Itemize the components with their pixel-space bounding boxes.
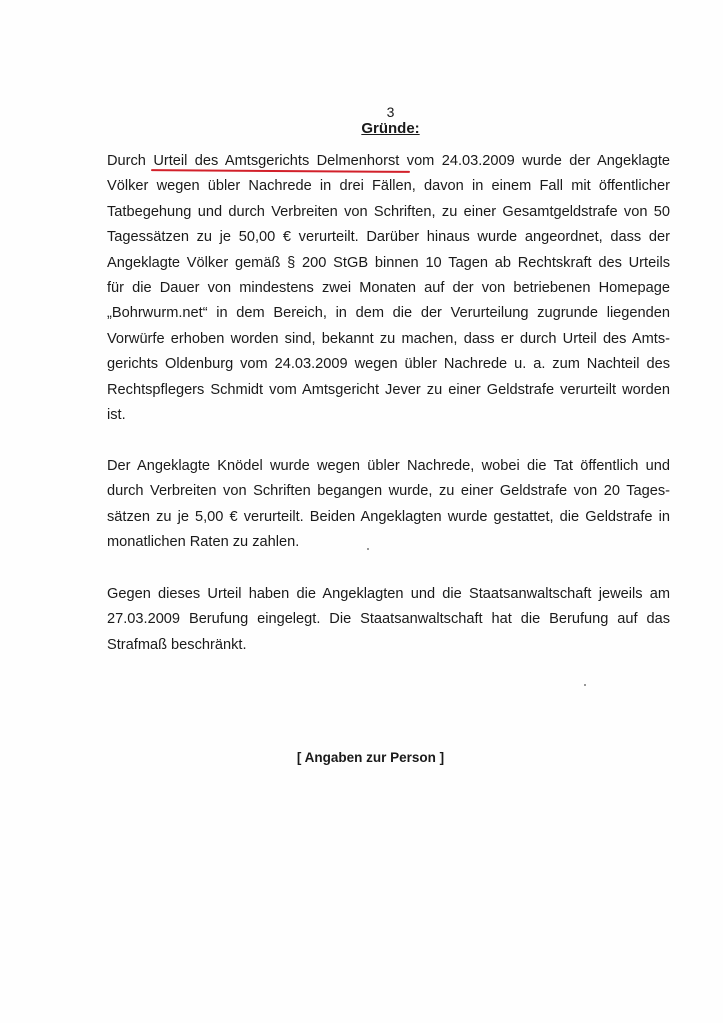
paragraph-line [107, 149, 670, 174]
paragraph-line: „Bohrwurm.net“ in dem Bereich, in dem die der Verurteilung zugrunde liegenden [107, 305, 670, 322]
paragraph-line: Der Angeklagte Knödel wurde wegen übler Nachrede, wobei die Tat öffentlich und [107, 458, 670, 474]
paragraph-line: Strafmaß beschränkt. [107, 636, 247, 653]
paragraph-line: Tagessätzen zu je 50,00 € verurteilt. Darüber hinaus wurde angeordnet, dass der [107, 229, 670, 246]
paragraph-line: monatlichen Raten zu zahlen. [107, 534, 300, 551]
line-rest-text: vom 24.03.2009 wurde der Angeklagte [406, 153, 671, 169]
paragraph-line: Tatbegehung und durch Verbreiten von Schriften, zu einer Gesamtgeldstrafe von 50 [107, 203, 670, 220]
paragraph-line: Rechtspflegers Schmidt vom Amtsgericht Jever zu einer Geldstrafe verurteilt worden [107, 381, 670, 398]
line-start-text: Durch [107, 153, 154, 169]
scan-speck [367, 548, 369, 550]
paragraph-verdict-first-instance [107, 149, 670, 428]
highlighted-court-reference [153, 153, 406, 169]
red-pen-underline [151, 169, 410, 173]
section-heading: Gründe: [361, 120, 420, 137]
paragraph-line: durch Verbreiten von Schriften begangen wurde, zu einer Geldstrafe von 20 Tages- [107, 483, 670, 500]
paragraph-appeal [107, 582, 670, 658]
paragraph-line: sätzen zu je 5,00 € verurteilt. Beiden Angeklagten wurde gestattet, die Geldstrafe in [107, 508, 670, 525]
paragraph-line: für die Dauer von mindestens zwei Monaten auf der von betriebenen Homepage [107, 280, 670, 297]
page-number: 3 [386, 104, 395, 120]
paragraph-line: Angeklagte Völker gemäß § 200 StGB binnen 10 Tagen ab Rechtskraft des Urteils [107, 254, 670, 271]
paragraph-line: gerichts Oldenburg vom 24.03.2009 wegen übler Nachrede u. a. zum Nachteil des [107, 356, 670, 373]
court-reference-text: Urteil des Amtsgerichts Delmenhorst [153, 153, 407, 169]
scan-speck [584, 684, 586, 686]
paragraph-line: Gegen dieses Urteil haben die Angeklagten und die Staatsanwaltschaft jeweils am [107, 586, 670, 602]
paragraph-line: Völker wegen übler Nachrede in drei Fällen, davon in einem Fall mit öffentlicher [107, 178, 670, 195]
paragraph-line: ist. [107, 407, 126, 424]
paragraph-verdict-second-defendant [107, 454, 670, 556]
paragraph-line: 27.03.2009 Berufung eingelegt. Die Staatsanwaltschaft hat die Berufung auf das [107, 611, 670, 628]
redacted-personal-details-note: [ Angaben zur Person ] [296, 750, 445, 765]
paragraph-line: Vorwürfe erhoben worden sind, bekannt zu machen, dass er durch Urteil des Amts- [107, 330, 670, 347]
